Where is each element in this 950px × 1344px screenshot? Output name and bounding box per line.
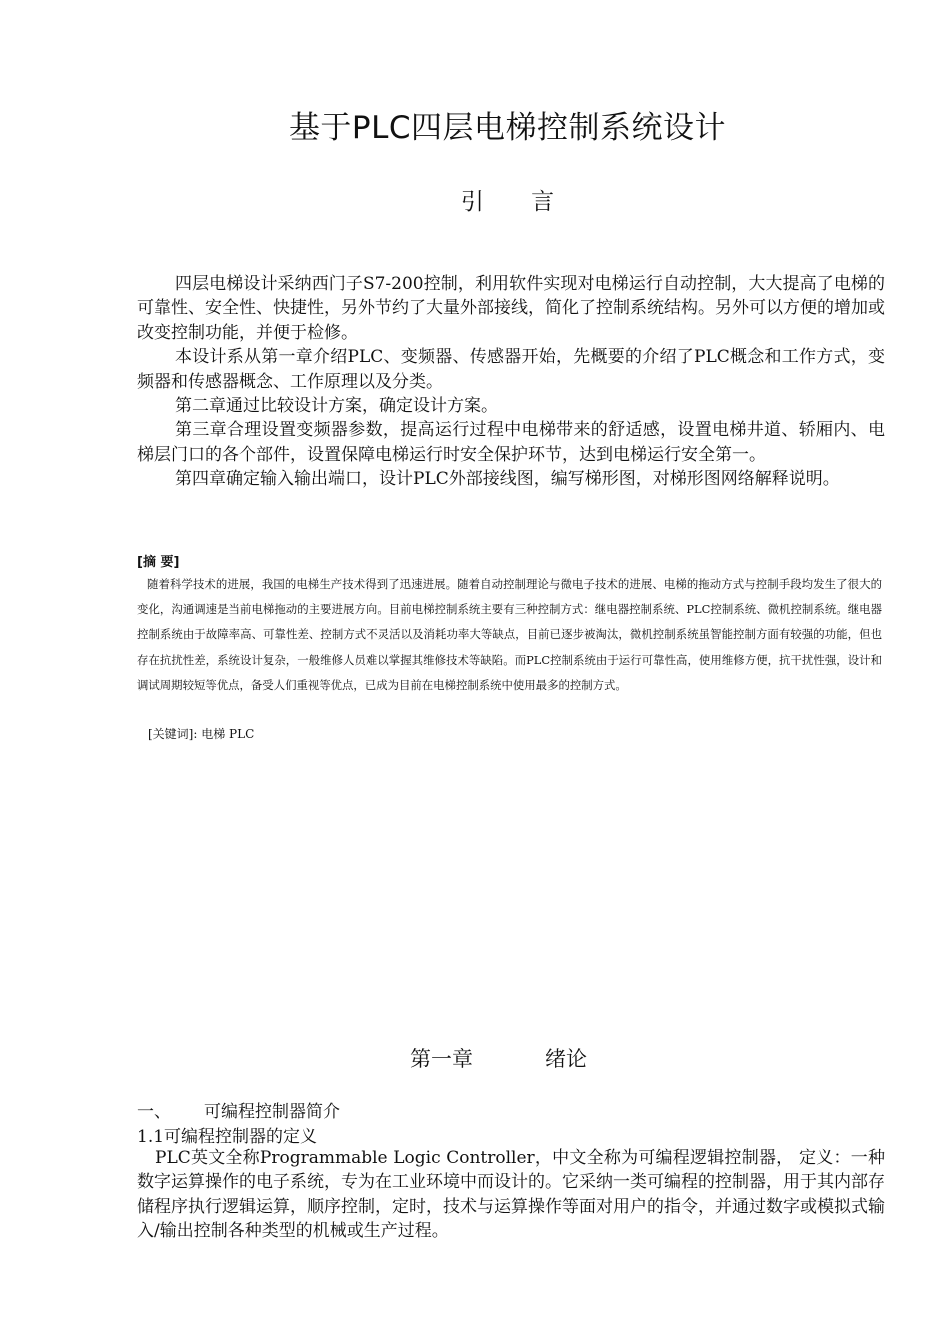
intro-body <box>137 272 885 492</box>
chapter-heading <box>410 1043 587 1073</box>
section-number: 一、 <box>137 1102 171 1122</box>
intro-paragraph: 四层电梯设计采纳西门子S7-200控制，利用软件实现对电梯运行自动控制，大大提高了电梯的可靠性、安全性、快捷性，另外节约了大量外部接线，简化了控制系统结构。另外可以方便的增加或改变控制功能，并便于检修。 <box>137 274 885 343</box>
intro-heading-char-2: 言 <box>531 189 555 215</box>
chapter-number: 第一章 <box>410 1047 473 1071</box>
abstract-text: 随着科学技术的进展，我国的电梯生产技术得到了迅速进展。随着自动控制理论与微电子技术的进展、电梯的拖动方式与控制手段均发生了很大的变化，沟通调速是当前电梯拖动的主要进展方向。目前电梯控制系统主要有三种控制方式：继电器控制系统、PLC控制系统、微机控制系统。继电器控制系统由于故障率高、可靠性差、控制方式不灵活以及消耗功率大等缺点，目前已逐步被淘汰，微机控制系统虽智能控制方面有较强的功能，但也存在抗扰性差，系统设计复杂，一般维修人员难以掌握其维修技术等缺陷。而PLC控制系统由于运行可靠性高，使用维修方便，抗干扰性强，设计和调试周期较短等优点，备受人们重视等优点，已成为目前在电梯控制系统中使用最多的控制方式。 <box>137 577 882 692</box>
keywords-text: : 电梯 PLC <box>193 727 255 741</box>
intro-paragraph: 第四章确定输入输出端口，设计PLC外部接线图，编写梯形图，对梯形图网络解释说明。 <box>175 469 840 490</box>
subsection-heading: 1.1可编程控制器的定义 <box>137 1127 318 1147</box>
plc-definition-body <box>137 1146 885 1244</box>
section-title: 可编程控制器简介 <box>204 1102 340 1122</box>
chapter-title: 绪论 <box>545 1047 587 1071</box>
plc-definition-paragraph: PLC英文全称Programmable Logic Controller，中文全称为可编程逻辑控制器， 定义：一种数字运算操作的电子系统，专为在工业环境中而设计的。它采纳一类可编程的控制器，用于其内部存储程序执行逻辑运算，顺序控制，定时，技术与运算操作等面对用户的指令，并通过数字或模拟式输入/输出控制各种类型的机械或生产过程。 <box>137 1148 885 1242</box>
intro-paragraph: 第二章通过比较设计方案，确定设计方案。 <box>175 396 498 417</box>
document-title: 基于PLC四层电梯控制系统设计 <box>288 110 727 146</box>
intro-paragraph: 本设计系从第一章介绍PLC、变频器、传感器开始，先概要的介绍了PLC概念和工作方式，变频器和传感器概念、工作原理以及分类。 <box>137 347 885 392</box>
abstract-label: [摘 要] <box>137 555 180 570</box>
section-heading <box>137 1097 340 1122</box>
keywords <box>148 725 254 742</box>
intro-heading <box>0 183 950 216</box>
intro-paragraph: 第三章合理设置变频器参数，提高运行过程中电梯带来的舒适感，设置电梯井道、轿厢内、电梯层门口的各个部件，设置保障电梯运行时安全保护环节，达到电梯运行安全第一。 <box>137 420 885 465</box>
intro-heading-char-1: 引 <box>460 189 484 215</box>
keywords-label: [关键词] <box>148 727 194 741</box>
